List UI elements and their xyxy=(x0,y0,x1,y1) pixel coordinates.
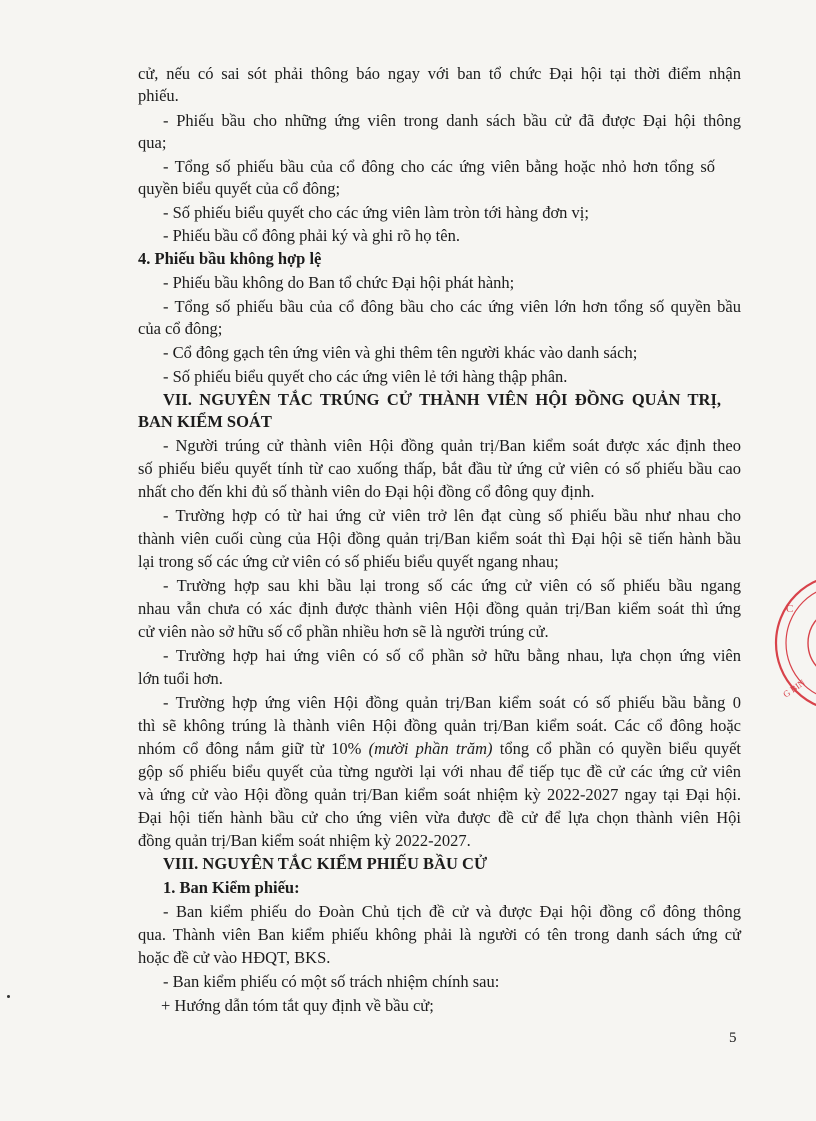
bullet-line: - Trường hợp sau khi bầu lại trong số các ứng cử viên có số phiếu bầu ngang xyxy=(163,576,741,595)
text-line: hoặc đề cử vào HĐQT, BKS. xyxy=(138,948,331,967)
text-segment: nhóm cổ đông nắm giữ từ 10% xyxy=(138,739,369,758)
text-line: và ứng cử vào Hội đồng quản trị/Ban kiểm soát nhiệm kỳ 2022-2027 ngay tại Đại hội. xyxy=(138,785,741,804)
bullet-line: - Số phiếu biểu quyết cho các ứng viên lẻ tới hàng thập phân. xyxy=(163,367,568,386)
bullet-line: - Ban kiểm phiếu có một số trách nhiệm chính sau: xyxy=(163,972,500,991)
bullet-line: - Trường hợp có từ hai ứng cử viên trở lên đạt cùng số phiếu bầu như nhau cho xyxy=(163,506,741,525)
bullet-line: - Trường hợp hai ứng viên có số cổ phần sở hữu bằng nhau, lựa chọn ứng viên xyxy=(163,646,741,665)
text-line: lại trong số các ứng cử viên có số phiếu biểu quyết ngang nhau; xyxy=(138,552,559,571)
section-heading: VIII. NGUYÊN TẮC KIỂM PHIẾU BẦU CỬ xyxy=(163,854,488,873)
text-line: qua. Thành viên Ban kiểm phiếu không phải là người có tên trong danh sách ứng cử xyxy=(138,925,741,944)
text-line: nhất cho đến khi đủ số thành viên do Đại hội đồng cổ đông quy định. xyxy=(138,482,595,501)
text-line: phiếu. xyxy=(138,86,179,105)
bullet-line: - Tổng số phiếu bầu của cổ đông cho các ứng viên bằng hoặc nhỏ hơn tổng số xyxy=(163,157,715,176)
bullet-line: - Phiếu bầu cổ đông phải ký và ghi rõ họ tên. xyxy=(163,226,460,245)
bullet-line: - Cổ đông gạch tên ứng viên và ghi thêm tên người khác vào danh sách; xyxy=(163,343,638,362)
text-line: Đại hội tiến hành bầu cử cho ứng viên vừa được đề cử để lựa chọn thành viên Hội xyxy=(138,808,741,827)
section-heading: 4. Phiếu bầu không hợp lệ xyxy=(138,249,322,268)
text-line: của cổ đông; xyxy=(138,319,223,338)
text-line: quyền biểu quyết của cổ đông; xyxy=(138,179,341,198)
text-line: thành viên cuối cùng của Hội đồng quản trị/Ban kiểm soát thì Đại hội sẽ tiến hành bầu xyxy=(138,529,741,548)
text-line: qua; xyxy=(138,133,167,152)
seal-text-bottom: G BIN xyxy=(781,677,807,700)
seal-ring-center xyxy=(808,607,816,679)
text-line: số phiếu biểu quyết tính từ cao xuống thấp, bắt đầu từ ứng cử viên có số phiếu bầu cao xyxy=(138,459,741,478)
bullet-line: - Phiếu bầu cho những ứng viên trong danh sách bầu cử đã được Đại hội thông xyxy=(163,111,741,130)
page-number: 5 xyxy=(729,1030,737,1046)
bullet-line: - Số phiếu biểu quyết cho các ứng viên làm tròn tới hàng đơn vị; xyxy=(163,203,589,222)
text-line: cử viên nào sở hữu số cổ phần nhiều hơn sẽ là người trúng cử. xyxy=(138,622,549,641)
bullet-line: - Ban kiểm phiếu do Đoàn Chủ tịch đề cử và được Đại hội đồng cổ đông thông xyxy=(163,902,741,921)
text-line xyxy=(138,738,741,760)
text-line: gộp số phiếu biểu quyết của từng người lại với nhau để tiếp tục đề cử các ứng cử viên xyxy=(138,762,741,781)
text-line: cử, nếu có sai sót phải thông báo ngay với ban tổ chức Đại hội tại thời điểm nhận xyxy=(138,64,741,83)
section-heading: VII. NGUYÊN TẮC TRÚNG CỬ THÀNH VIÊN HỘI ĐỒNG QUẢN TRỊ, xyxy=(163,390,721,409)
seal-text-top: C xyxy=(786,603,794,615)
text-line: nhau vẫn chưa có xác định được thành viên Hội đồng quản trị/Ban kiểm soát thì ứng xyxy=(138,599,741,618)
company-seal-fragment xyxy=(772,568,816,718)
text-line: thì sẽ không trúng là thành viên Hội đồng quản trị/Ban kiểm soát. Các cổ đông hoặc xyxy=(138,716,741,735)
scan-speck xyxy=(7,995,10,998)
plus-line: + Hướng dẫn tóm tắt quy định về bầu cử; xyxy=(161,996,434,1015)
text-segment: tổng cổ phần có quyền biểu quyết xyxy=(492,739,741,758)
section-heading: BAN KIỂM SOÁT xyxy=(138,412,272,431)
bullet-line: - Tổng số phiếu bầu của cổ đông bầu cho các ứng viên lớn hơn tổng số quyền bầu xyxy=(163,297,741,316)
text-line: đồng quản trị/Ban kiểm soát nhiệm kỳ 2022-2027. xyxy=(138,831,471,850)
bullet-line: - Phiếu bầu không do Ban tổ chức Đại hội phát hành; xyxy=(163,273,515,292)
bullet-line: - Trường hợp ứng viên Hội đồng quản trị/Ban kiểm soát có số phiếu bầu bằng 0 xyxy=(163,693,741,712)
italic-phrase: (mười phần trăm) xyxy=(368,739,493,758)
text-line: lớn tuổi hơn. xyxy=(138,669,223,688)
bullet-line: - Người trúng cử thành viên Hội đồng quản trị/Ban kiểm soát được xác định theo xyxy=(163,436,741,455)
section-heading: 1. Ban Kiểm phiếu: xyxy=(163,878,300,897)
